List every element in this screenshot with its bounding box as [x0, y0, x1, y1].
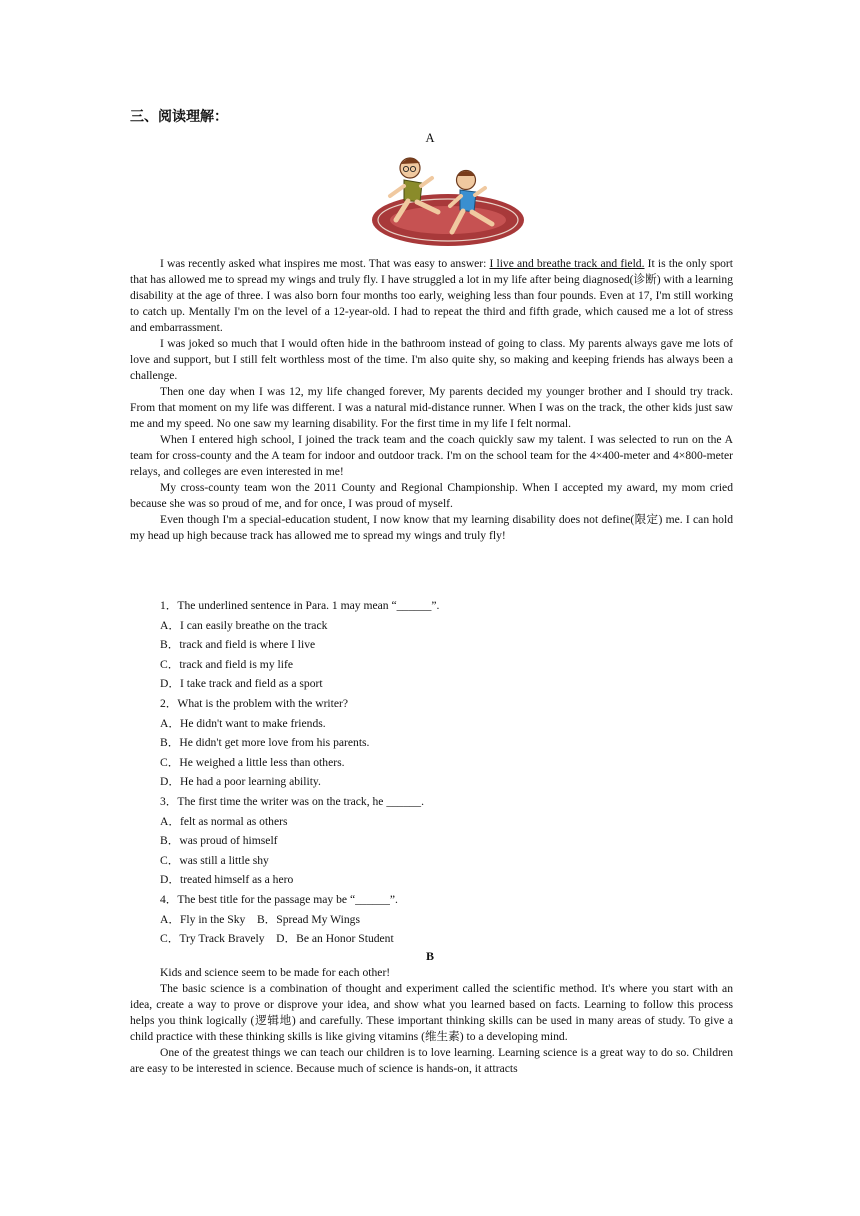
passage-b-body: [130, 965, 733, 1077]
passage-a-body: [130, 256, 733, 544]
passage-a-paragraph-6: Even though I'm a special-education student, I now know that my learning disability does not define(限定) me. I can hold my head up high because track has allowed me to spread my wings and truly fly!: [130, 513, 733, 542]
passage-a-paragraph-5: My cross-county team won the 2011 County and Regional Championship. When I accepted my award, my mom cried because she was so proud of me, and for once, I was proud of myself.: [130, 481, 733, 510]
runners-illustration: [368, 150, 528, 256]
questions-block: [130, 596, 733, 949]
question-1-option-d: D．I take track and field as a sport: [160, 677, 323, 691]
question-3-stem: 3．The first time the writer was on the track, he ______.: [160, 794, 425, 808]
question-1-stem: 1．The underlined sentence in Para. 1 may mean “______”.: [160, 599, 440, 612]
question-3-option-b: B．was proud of himself: [160, 834, 278, 848]
passage-b-label: B: [425, 949, 434, 963]
question-1-option-c: C．track and field is my life: [160, 657, 293, 671]
question-1-option-a: A．I can easily breathe on the track: [160, 618, 328, 632]
passage-a-paragraph-2: I was joked so much that I would often hide in the bathroom instead of going to class. My parents always gave me lots of love and support, but I still felt worthless most of the time. I'm also quite shy, so making and keeping friends has always been a challenge.: [130, 337, 733, 382]
section-title: 三、阅读理解：: [130, 109, 228, 125]
p1-lead: I was recently asked what inspires me most. That was easy to answer:: [160, 257, 487, 270]
passage-b-paragraph-2: The basic science is a combination of thought and experiment called the scientific method. It's where you start with an idea, create a way to prove or disprove your idea, and show what you learned based on facts. Learning to follow this process helps you think logically (逻辑地) and carefully. These important thinking skills can be used in many areas of study. To give a child practice with these thinking skills is like giving vitamins (维生素) to a developing mind.: [130, 982, 733, 1043]
question-3: [130, 792, 733, 890]
question-2-option-d: D．He had a poor learning ability.: [160, 775, 321, 789]
passage-a-paragraph-4: When I entered high school, I joined the track team and the coach quickly saw my talent. I was selected to run on the A team for cross-county and the A team for indoor and outdoor track. I'm on the school team for the 4×400-meter and 4×800-meter relays, and colleges are even interested in me!: [130, 433, 733, 478]
passage-a-label: A: [425, 131, 435, 145]
question-4: [130, 890, 733, 949]
passage-b-paragraph-3: One of the greatest things we can teach our children is to love learning. Learning science is a great way to do so. Children are easy to be interested in science. Because much of science is hands-on, it attracts: [130, 1046, 733, 1075]
question-2: [130, 694, 733, 792]
question-1-option-b: B．track and field is where I live: [160, 638, 316, 652]
question-4-options-ab: A．Fly in the Sky B．Spread My Wings: [160, 912, 360, 926]
passage-a-paragraph-1: [130, 256, 733, 336]
passage-a-paragraph-3: Then one day when I was 12, my life changed forever, My parents decided my younger brother and I should try track. From that moment on my life was different. I was a natural mid-distance runner. When I was on the track, the other kids just saw me and my speed. No one saw my learning disability. For the first time in my life I felt normal.: [130, 385, 733, 430]
question-2-option-b: B．He didn't get more love from his parents.: [160, 736, 370, 750]
passage-b-paragraph-1: Kids and science seem to be made for each other!: [160, 966, 391, 979]
p1-rest: It is the only sport that has allowed me to spread my wings and truly fly. I have struggled a lot in my life after being diagnosed(诊断) with a learning disability at the age of three. I was also born four months too early, weighing less than four pounds. Even at 17, I'm still working to catch up. Mentally I'm on the level of a 12-year-old. I had to repeat the third and fifth grade, which caused me a lot of stress and embarrassment.: [130, 257, 734, 334]
question-2-option-c: C．He weighed a little less than others.: [160, 755, 345, 769]
question-4-stem: 4．The best title for the passage may be “______”.: [160, 892, 398, 906]
underlined-sentence: I live and breathe track and field.: [489, 257, 645, 270]
question-1: [130, 596, 733, 694]
question-3-option-d: D．treated himself as a hero: [160, 873, 294, 887]
question-2-stem: 2．What is the problem with the writer?: [160, 696, 349, 710]
question-3-option-a: A．felt as normal as others: [160, 814, 288, 828]
question-2-option-a: A．He didn't want to make friends.: [160, 716, 326, 730]
question-3-option-c: C．was still a little shy: [160, 853, 269, 867]
question-4-options-cd: C．Try Track Bravely D．Be an Honor Student: [160, 932, 394, 946]
